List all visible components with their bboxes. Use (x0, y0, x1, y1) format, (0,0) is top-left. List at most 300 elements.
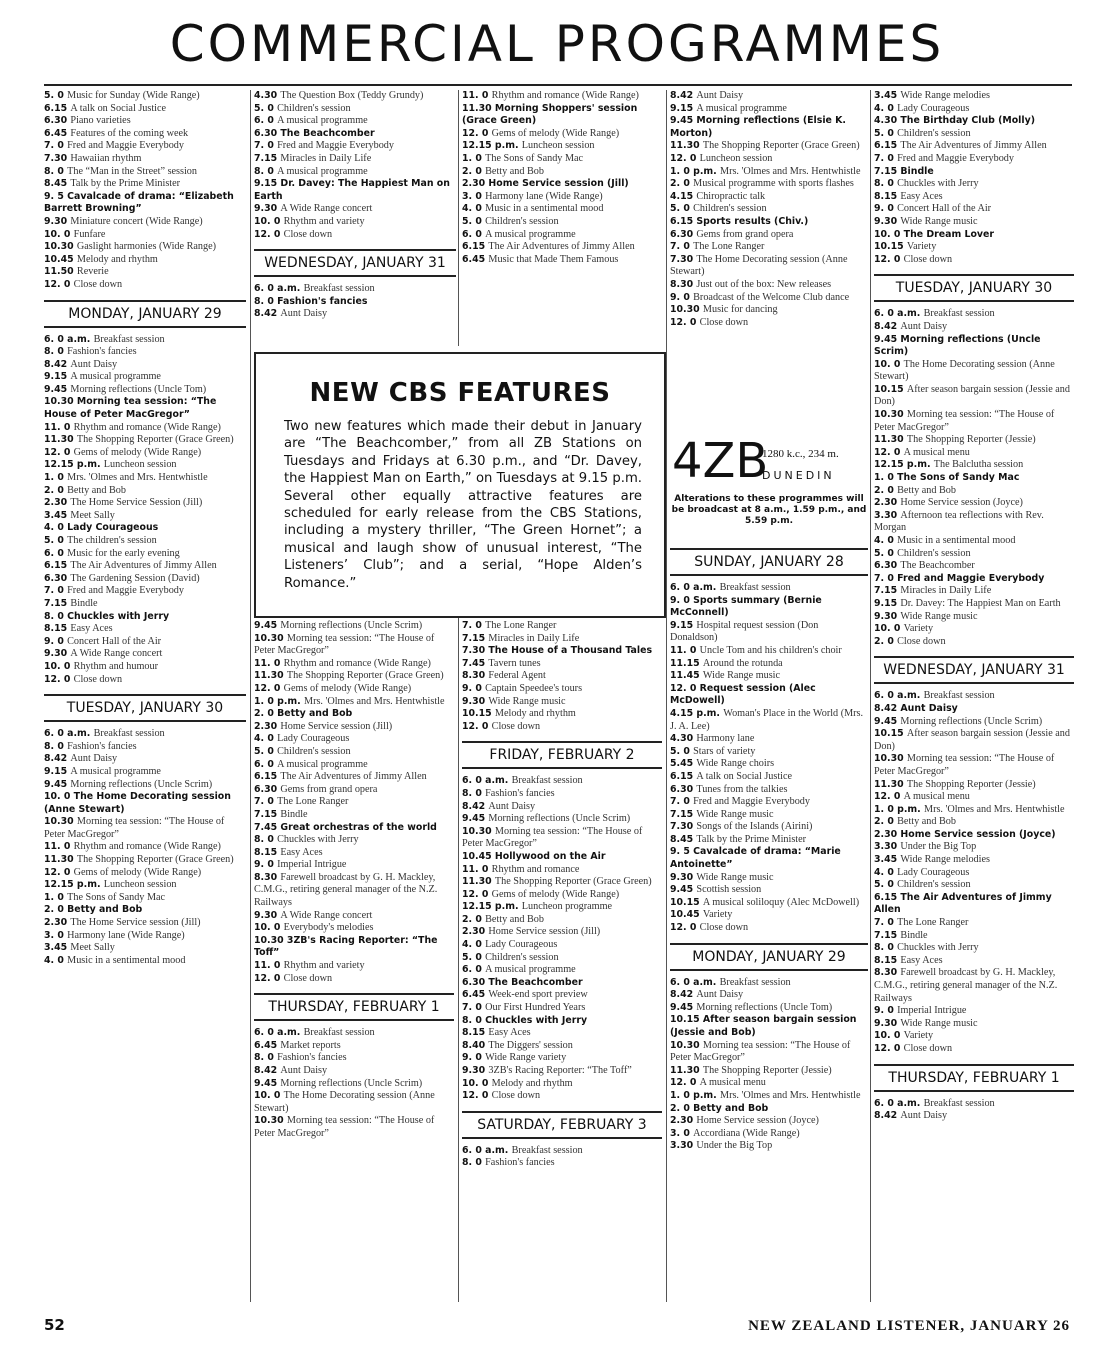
programme-item (462, 775, 662, 788)
programme-item (254, 834, 454, 847)
programme-title: Music in a sentimental mood (897, 535, 1016, 546)
programme-time: 12. 0 (44, 278, 74, 290)
programme-item (462, 216, 662, 229)
programme-title: A musical menu (903, 446, 970, 458)
programme-item (254, 1090, 454, 1115)
programme-title: Sports results (Chiv.) (696, 215, 809, 227)
day-heading: THURSDAY, FEBRUARY 1 (874, 1064, 1074, 1092)
programme-item (462, 658, 662, 671)
programme-title: The Sons of Sandy Mac (485, 152, 584, 164)
programme-item (670, 304, 868, 317)
programme-title: Breakfast session (303, 283, 375, 295)
day-heading: SUNDAY, JANUARY 28 (670, 548, 868, 576)
programme-time: 10.45 (44, 253, 77, 265)
programme-title: Piano varieties (70, 115, 131, 127)
programme-title: Accordiana (Wide Range) (693, 1127, 800, 1139)
programme-title: Request session (Alec McDowell) (670, 682, 816, 707)
programme-title: A Wide Range concert (70, 648, 163, 660)
programme-time: 8. 0 (874, 178, 898, 190)
programme-title: The Lone Ranger (485, 620, 557, 631)
programme-time: 10.45 (462, 850, 495, 862)
programme-item (462, 683, 662, 696)
programme-time: 8.42 (670, 989, 697, 1001)
programme-item (254, 922, 454, 935)
programme-title: Hawaiian rhythm (70, 152, 142, 164)
programme-title: Music for dancing (702, 304, 778, 316)
programme-title: Fred and Maggie Everybody (67, 140, 184, 152)
programme-title: Close down (699, 922, 749, 934)
programme-time: 5. 0 (874, 127, 898, 139)
programme-item (874, 892, 1074, 917)
programme-item (44, 472, 246, 485)
programme-title: Wide Range music (900, 610, 978, 622)
programme-item (874, 867, 1074, 880)
programme-title: A musical programme (277, 165, 368, 177)
programme-time: 11.15 (670, 657, 703, 669)
programme-title: Under the Big Top (900, 841, 977, 853)
programme-time: 10.30 (44, 396, 77, 408)
programme-title: Close down (903, 1042, 953, 1054)
programme-item (462, 191, 662, 204)
programme-item (254, 1027, 454, 1040)
programme-title: Miracles in Daily Life (900, 585, 992, 597)
programme-title: Federal Agent (488, 670, 546, 682)
programme-time: 10. 0 (874, 358, 904, 370)
programme-item (462, 1002, 662, 1015)
programme-time: 6.30 (462, 976, 489, 988)
programme-time: 7.45 (462, 657, 489, 669)
programme-time: 9.45 (44, 778, 71, 790)
programme-title: The Air Adventures of Jimmy Allen (70, 560, 217, 572)
programme-time: 12.15 p.m. (44, 459, 104, 471)
programme-time: 5. 0 (462, 215, 486, 227)
programme-time: 6. 0 a.m. (254, 283, 304, 295)
programme-time: 9.45 (462, 813, 489, 825)
programme-title: Luncheon session (103, 879, 177, 891)
programme-time: 9.45 (254, 620, 281, 631)
programme-item (44, 254, 246, 267)
programme-time: 8.42 (254, 308, 281, 320)
programme-title: Easy Aces (280, 846, 323, 858)
column-rule (870, 90, 871, 1302)
programme-item (254, 140, 456, 153)
programme-item (254, 910, 454, 923)
programme-title: Gaslight harmonies (Wide Range) (76, 241, 216, 253)
programme-title: Morning reflections (Uncle Scrim) (488, 813, 631, 825)
programme-title: Morning tea session: “The House of Peter MacGregor” (874, 409, 1055, 433)
programme-time: 2.30 (462, 926, 489, 938)
programme-title: After season bargain session (Jessie and Don) (874, 383, 1070, 408)
programme-item (670, 1115, 868, 1128)
programme-item (670, 178, 868, 191)
programme-time: 3.45 (874, 854, 901, 866)
programme-time: 6.30 (44, 572, 71, 584)
programme-title: Harmony lane (696, 733, 755, 745)
station-callsign: 4ZB (672, 433, 769, 489)
programme-item (670, 872, 868, 885)
programme-time: 10.30 (254, 632, 287, 644)
programme-item (874, 548, 1074, 561)
programme-title: Fashion's fancies (67, 740, 137, 752)
programme-item (670, 1140, 868, 1153)
programme-item (44, 955, 246, 968)
programme-time: 5. 0 (44, 90, 68, 101)
programme-item (44, 522, 246, 535)
programme-title: Cavalcade of drama: “Marie Antoinette” (670, 846, 841, 871)
programme-item (670, 977, 868, 990)
programme-title: Close down (897, 635, 946, 647)
programme-column-5 (874, 90, 1074, 1302)
programme-title: The Shopping Reporter (Grace Green) (76, 854, 234, 866)
programme-time: 7. 0 (670, 796, 694, 808)
programme-item (670, 166, 868, 179)
programme-time: 8. 0 (462, 1157, 486, 1169)
programme-time: 8. 0 (44, 740, 68, 752)
programme-item (874, 535, 1074, 548)
programme-title: Betty and Bob (485, 165, 544, 177)
programme-time: 8.15 (254, 846, 281, 858)
programme-title: Children's session (485, 215, 559, 227)
programme-time: 5.45 (670, 758, 697, 770)
programme-item (670, 670, 868, 683)
programme-title: Mrs. 'Olmes and Mrs. Hentwhistle (67, 472, 208, 484)
programme-item (44, 384, 246, 397)
programme-time: 7.15 (874, 585, 901, 597)
programme-time: 10. 0 (874, 228, 904, 240)
programme-item (670, 733, 868, 746)
programme-title: Hospital request session (Don Donaldson) (670, 619, 819, 644)
page-title: COMMERCIAL PROGRAMMES (169, 15, 945, 73)
programme-item (874, 1110, 1074, 1123)
programme-time: 6. 0 (44, 547, 68, 559)
programme-time: 8. 0 (44, 610, 68, 622)
programme-title: Breakfast session (719, 582, 791, 593)
programme-time: 9.30 (874, 610, 901, 622)
programme-item (670, 153, 868, 166)
programme-item (254, 809, 454, 822)
programme-title: Morning reflections (Uncle Scrim) (280, 620, 423, 631)
programme-item (254, 633, 454, 658)
programme-item (44, 611, 246, 624)
programme-column-1 (44, 90, 246, 1302)
programme-title: A musical programme (485, 228, 576, 240)
programme-time: 12. 0 (44, 673, 74, 685)
programme-time: 11.30 (874, 434, 907, 446)
programme-title: Market reports (280, 1039, 341, 1051)
programme-item (874, 359, 1074, 384)
programme-title: Miracles in Daily Life (488, 632, 580, 644)
programme-item (44, 930, 246, 943)
programme-title: Great orchestras of the world (280, 821, 437, 833)
programme-title: Music for Sunday (Wide Range) (67, 90, 200, 101)
programme-time: 4. 0 (462, 203, 486, 215)
programme-title: Gems of melody (Wide Range) (283, 682, 412, 694)
programme-title: Morning reflections (Elsie K. Morton) (670, 115, 846, 139)
programme-item (874, 816, 1074, 829)
programme-time: 8.40 (462, 1039, 489, 1051)
programme-time: 5. 0 (670, 203, 694, 215)
programme-time: 10.15 (670, 1014, 703, 1026)
programme-time: 11. 0 (254, 657, 284, 669)
programme-item (44, 191, 246, 216)
programme-item (670, 1040, 868, 1065)
programme-time: 9.30 (874, 215, 901, 227)
programme-time: 4.30 (254, 90, 281, 101)
programme-time: 11.30 (254, 670, 287, 682)
programme-item (874, 115, 1074, 128)
programme-item (670, 1002, 868, 1015)
programme-item (874, 128, 1074, 141)
programme-time: 3.45 (44, 942, 71, 954)
programme-time: 5. 0 (462, 951, 486, 963)
programme-item (670, 254, 868, 279)
programme-time: 9. 0 (874, 203, 898, 215)
programme-title: Morning tea session: “The House of Peter MacGregor” (44, 396, 217, 421)
programme-time: 8.42 (44, 358, 71, 370)
programme-item (44, 510, 246, 523)
programme-title: Gems of melody (Wide Range) (491, 888, 620, 900)
programme-title: Aunt Daisy (900, 1110, 948, 1122)
station-notice: Alterations to these programmes will be broadcast at 8 a.m., 1.59 p.m., and 5.59 p.m. (671, 494, 867, 526)
programme-item (874, 703, 1074, 716)
programme-item (254, 229, 456, 242)
programme-item (874, 103, 1074, 116)
programme-item (462, 645, 662, 658)
programme-item (44, 485, 246, 498)
programme-time: 6.15 (874, 140, 901, 152)
programme-item (670, 317, 868, 330)
programme-time: 4. 0 (462, 939, 486, 951)
programme-item (462, 926, 662, 939)
programme-item (462, 1078, 662, 1091)
programme-time: 8.15 (874, 954, 901, 966)
programme-time: 8.42 (874, 320, 901, 332)
programme-title: Hollywood on the Air (494, 850, 606, 862)
programme-item (44, 115, 246, 128)
programme-item (874, 191, 1074, 204)
programme-time: 9.45 (670, 884, 697, 896)
programme-title: Morning Shoppers' session (Grace Green) (462, 102, 638, 127)
programme-time: 2.30 (44, 917, 71, 929)
programme-time: 7.30 (462, 645, 489, 657)
programme-item (44, 917, 246, 930)
programme-title: The Lone Ranger (897, 917, 969, 929)
programme-title: Morning reflections (Uncle Tom) (70, 383, 207, 395)
programme-time: 2. 0 (462, 165, 486, 177)
programme-title: Talk by the Prime Minister (696, 833, 807, 845)
programme-title: Our First Hundred Years (485, 1002, 586, 1014)
programme-item (670, 645, 868, 658)
programme-time: 10.15 (874, 241, 907, 253)
programme-time: 12. 0 (462, 1090, 492, 1102)
programme-time: 10.30 (44, 816, 77, 828)
programme-item (874, 1005, 1074, 1018)
feature-body: Two new features which made their debut in January are “The Beachcomber,” from all ZB Stations on Tuesdays and Fridays at 6.30 p.m., and “Dr. Davey, the Happiest Man on Earth,” on Tuesdays at 9.15 p.m. Several other equally attractive features are scheduled for early release from the CBS Stations, including a mystery thriller, “The Green Hornet”; a musical and laugh show of unusual interest, “The Listeners’ Club”; and a serial, “Hope Alden’s Romance.” (284, 419, 642, 591)
programme-item (874, 598, 1074, 611)
programme-time: 8. 0 (462, 1014, 486, 1026)
programme-time: 6. 0 a.m. (670, 976, 720, 988)
programme-title: The Shopping Reporter (Grace Green) (494, 876, 652, 888)
programme-time: 6. 0 a.m. (254, 1027, 304, 1039)
programme-time: 8.42 (874, 702, 901, 714)
programme-time: 6.30 (670, 783, 697, 795)
programme-time: 7.30 (670, 253, 697, 265)
programme-title: Breakfast session (93, 333, 165, 345)
column-rule (666, 90, 667, 1302)
programme-title: Songs of the Islands (Airini) (696, 821, 813, 833)
programme-time: 10.30 (874, 409, 907, 421)
day-heading: WEDNESDAY, JANUARY 31 (254, 249, 456, 277)
programme-time: 12.15 p.m. (44, 879, 104, 891)
programme-title: The Home Decorating session (Anne Stewart) (670, 253, 848, 278)
programme-time: 7. 0 (874, 572, 898, 584)
programme-time: 8.42 (462, 800, 489, 812)
programme-title: Features of the coming week (70, 127, 189, 139)
programme-time: 8.15 (874, 190, 901, 202)
page-number: 52 (44, 1316, 65, 1334)
programme-title: Easy Aces (900, 190, 943, 202)
programme-title: The “Man in the Street” session (67, 165, 197, 177)
programme-title: Morning reflections (Uncle Tom) (696, 1001, 833, 1013)
programme-title: The Question Box (Teddy Grundy) (280, 90, 424, 101)
programme-item (462, 1145, 662, 1158)
programme-title: Wide Range music (488, 695, 566, 707)
programme-item (874, 942, 1074, 955)
programme-item (462, 241, 662, 254)
programme-title: Morning tea session: “The House of Peter MacGregor” (254, 632, 435, 657)
programme-item (462, 977, 662, 990)
programme-title: Home Service session (Jill) (280, 720, 393, 732)
programme-time: 1. 0 p.m. (670, 165, 721, 177)
programme-item (254, 872, 454, 910)
station-header-4zb (670, 433, 868, 536)
programme-item (44, 648, 246, 661)
programme-title: A musical programme (277, 758, 368, 770)
programme-title: Wide Range music (696, 871, 774, 883)
programme-time: 8. 0 (462, 787, 486, 799)
programme-time: 3.30 (670, 1140, 697, 1152)
programme-time: 6.45 (44, 127, 71, 139)
programme-item (670, 708, 868, 733)
programme-time: 8.30 (874, 967, 901, 979)
programme-item (44, 459, 246, 472)
programme-item (874, 434, 1074, 447)
programme-item (670, 784, 868, 797)
programme-item (462, 864, 662, 877)
programme-item (44, 346, 246, 359)
programme-title: Aunt Daisy (900, 320, 948, 332)
programme-time: 2. 0 (670, 178, 694, 190)
programme-time: 6.45 (254, 1039, 281, 1051)
programme-time: 9.30 (44, 215, 71, 227)
programme-item (874, 1098, 1074, 1111)
programme-title: Rhythm and variety (283, 960, 365, 972)
programme-time: 8.15 (462, 1027, 489, 1039)
programme-title: Morning tea session: “The House of Peter MacGregor” (44, 816, 225, 840)
programme-time: 8.30 (462, 670, 489, 682)
programme-item (874, 560, 1074, 573)
programme-time: 4. 0 (874, 866, 898, 878)
programme-time: 10.15 (874, 728, 907, 740)
programme-time: 8.45 (44, 178, 71, 190)
programme-item (254, 216, 456, 229)
programme-time: 9.15 (44, 371, 71, 383)
programme-time: 6.15 (874, 891, 901, 903)
programme-time: 6. 0 a.m. (462, 775, 512, 787)
programme-item (462, 90, 662, 103)
programme-time: 9. 0 (462, 682, 486, 694)
programme-time: 6.30 (254, 127, 281, 139)
programme-title: A musical programme (696, 102, 787, 114)
programme-title: Fashion's fancies (485, 1157, 555, 1169)
programme-title: Music for the early evening (67, 547, 180, 559)
programme-item (874, 879, 1074, 892)
programme-time: 4. 0 (44, 522, 68, 534)
programme-item (874, 153, 1074, 166)
programme-title: Wide Range choirs (696, 758, 775, 770)
programme-item (44, 636, 246, 649)
programme-item (254, 973, 454, 986)
programme-item (254, 166, 456, 179)
programme-title: Lady Courageous (897, 866, 970, 878)
programme-item (462, 140, 662, 153)
programme-title: 3ZB's Racing Reporter: “The Toff” (254, 934, 438, 959)
programme-title: Bindle (70, 597, 98, 609)
programme-time: 10. 0 (874, 1030, 904, 1042)
programme-title: Breakfast session (303, 1027, 375, 1039)
programme-time: 10. 0 (254, 922, 284, 934)
programme-time: 9.45 (874, 333, 901, 345)
programme-time: 12.15 p.m. (462, 140, 522, 152)
programme-time: 5. 0 (254, 102, 278, 114)
programme-title: The Diggers' session (488, 1039, 573, 1051)
programme-title: Under the Big Top (696, 1140, 773, 1152)
programme-time: 6. 0 a.m. (874, 308, 924, 320)
programme-time: 12. 0 (462, 720, 492, 732)
programme-title: Farewell broadcast by G. H. Mackley, C.M.G., retiring general manager of the N.Z. Railways (874, 967, 1058, 1004)
programme-item (670, 809, 868, 822)
programme-item (670, 658, 868, 671)
programme-time: 5. 0 (874, 547, 898, 559)
programme-time: 7. 0 (462, 1002, 486, 1014)
programme-item (254, 708, 454, 721)
programme-item (670, 989, 868, 1002)
programme-item (44, 497, 246, 510)
programme-title: A musical soliloquy (Alec McDowell) (702, 896, 860, 908)
programme-title: Chiropractic talk (696, 190, 766, 202)
programme-title: The Shopping Reporter (Jessie) (906, 778, 1036, 790)
programme-time: 5. 0 (44, 535, 68, 546)
programme-item (462, 1052, 662, 1065)
programme-item (254, 960, 454, 973)
programme-time: 12. 0 (462, 888, 492, 900)
programme-time: 1. 0 (874, 472, 898, 484)
programme-title: After season bargain session (Jessie and Bob) (670, 1014, 857, 1038)
programme-title: Breakfast session (511, 1144, 583, 1156)
programme-item (670, 746, 868, 759)
programme-time: 7. 0 (462, 620, 486, 631)
programme-title: The Beachcomber (900, 560, 975, 572)
programme-item (254, 1052, 454, 1065)
programme-title: Aunt Daisy (696, 989, 744, 1001)
programme-title: Fred and Maggie Everybody (277, 140, 394, 152)
programme-time: 9.45 (44, 383, 71, 395)
programme-item (44, 791, 246, 816)
programme-item (670, 909, 868, 922)
programme-time: 6. 0 a.m. (44, 333, 94, 345)
programme-title: Close down (283, 972, 333, 984)
programme-title: Luncheon session (103, 459, 177, 471)
